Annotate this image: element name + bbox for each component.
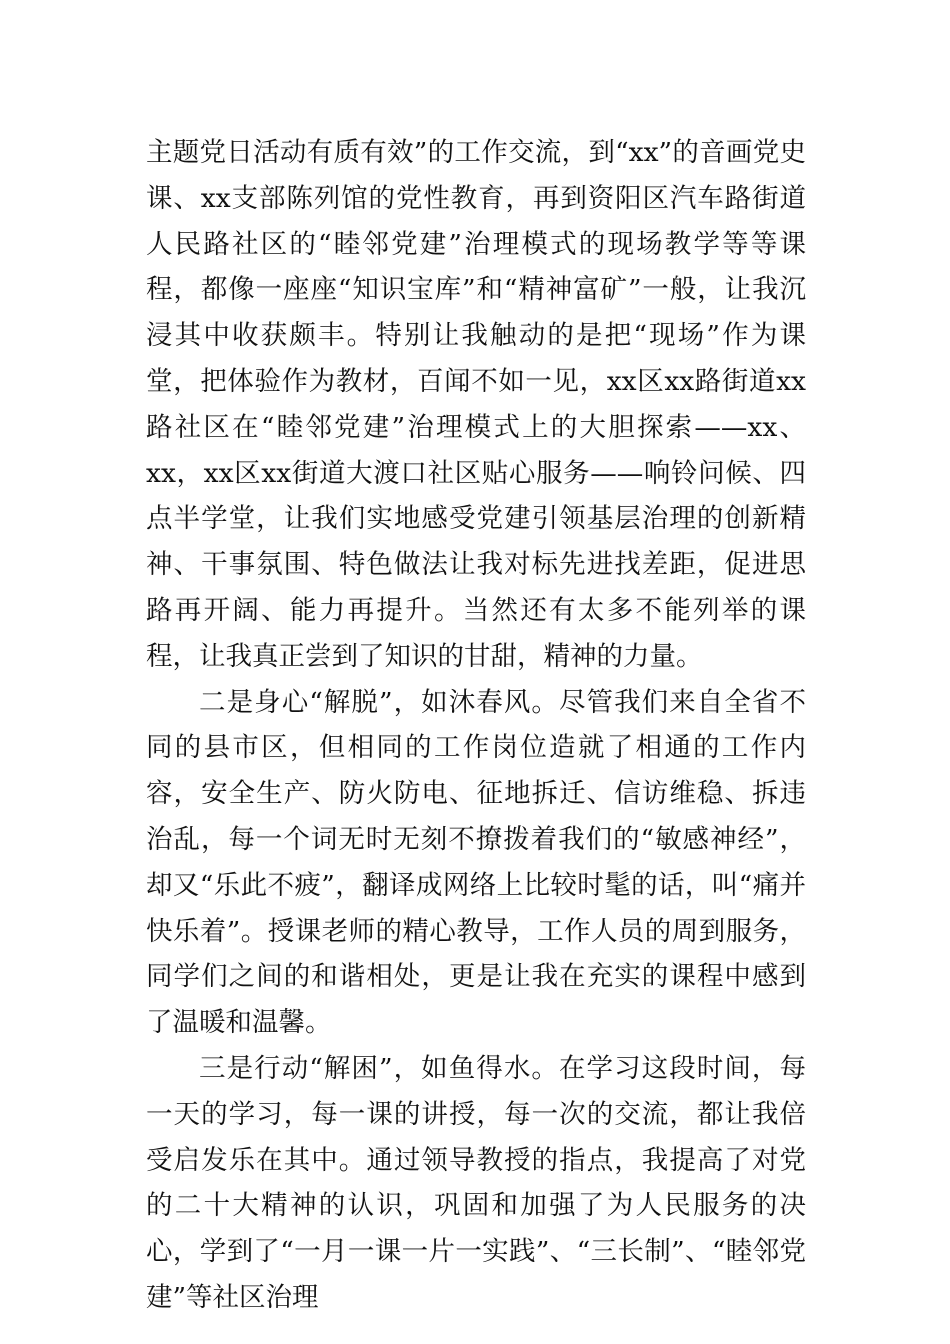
paragraph-body-mind: 二是身心“解脱”，如沐春风。尽管我们来自全省不同的县市区，但相同的工作岗位造就了相通的工作内容，安全生产、防火防电、征地拆迁、信访维稳、拆违治乱，每一个词无时无刻不撩拨着我们的“敏感神经”，却又“乐此不疲”，翻译成网络上比较时髦的话，叫“痛并快乐着”。授课老师的精心教导，工作人员的周到服务，同学们之间的和谐相处，更是让我在充实的课程中感到了温暖和温馨。 bbox=[146, 686, 806, 1039]
body-text bbox=[146, 130, 806, 1321]
paragraph-action: 三是行动“解困”，如鱼得水。在学习这段时间，每一天的学习，每一课的讲授，每一次的交流，都让我倍受启发乐在其中。通过领导教授的指点，我提高了对党的二十大精神的认识，巩固和加强了为人民服务的决心，学到了“一月一课一片一实践”、“三长制”、“睦邻党建”等社区治理 bbox=[146, 1052, 806, 1313]
paragraph-continued: 主题党日活动有质有效”的工作交流，到“xx”的音画党史课、xx支部陈列馆的党性教育，再到资阳区汽车路街道人民路社区的“睦邻党建”治理模式的现场教学等等课程，都像一座座“知识宝库”和“精神富矿”一般，让我沉浸其中收获颇丰。特别让我触动的是把“现场”作为课堂，把体验作为教材，百闻不如一见，xx区xx路街道xx路社区在“睦邻党建”治理模式上的大胆探索——xx、xx，xx区xx街道大渡口社区贴心服务——响铃问候、四点半学堂，让我们实地感受党建引领基层治理的创新精神、干事氛围、特色做法让我对标先进找差距，促进思路再开阔、能力再提升。当然还有太多不能列举的课程，让我真正尝到了知识的甘甜，精神的力量。 bbox=[146, 137, 806, 672]
